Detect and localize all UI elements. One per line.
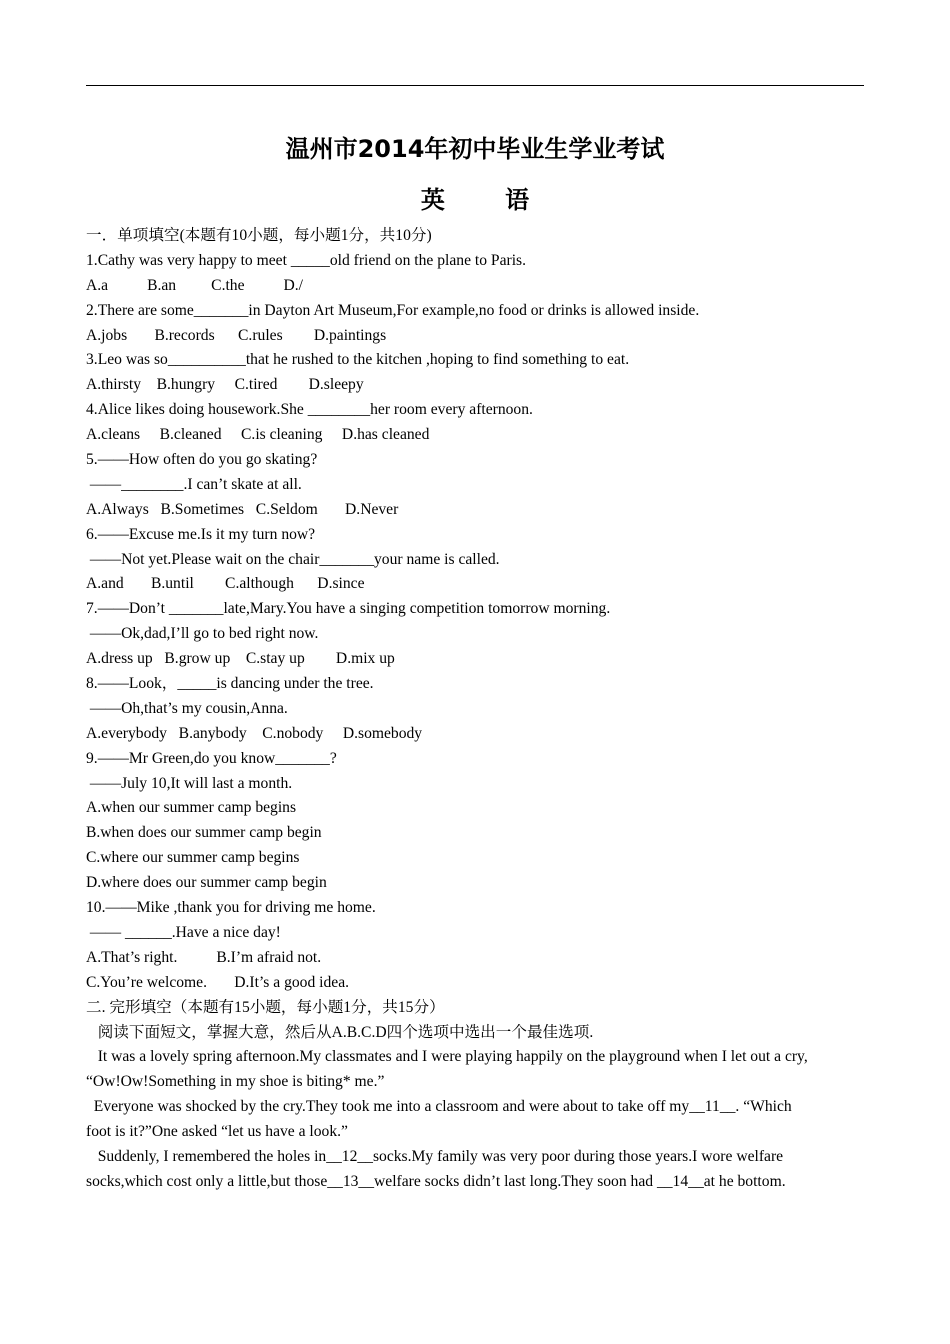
question-line: A.and B.until C.although D.since [86, 575, 365, 593]
page-title: 温州市2014年初中毕业生学业考试 [285, 135, 665, 163]
passage-line: It was a lovely spring afternoon.My classmates and I were playing happily on the playground when I let out a cry, [86, 1048, 808, 1066]
passage-line: Everyone was shocked by the cry.They took me into a classroom and were about to take off my__11__. “Which [86, 1098, 792, 1116]
cloze-passage [86, 1045, 864, 1194]
question-line: B.when does our summer camp begin [86, 824, 322, 842]
question-line: 1.Cathy was very happy to meet _____old friend on the plane to Paris. [86, 251, 526, 269]
question-line: ——July 10,It will last a month. [86, 774, 293, 792]
question-line: A.That’s right. B.I’m afraid not. [86, 948, 322, 966]
question-line: 9.——Mr Green,do you know_______? [86, 749, 337, 767]
question-line: C.You’re welcome. D.It’s a good idea. [86, 973, 350, 991]
question-line: A.thirsty B.hungry C.tired D.sleepy [86, 376, 364, 394]
question-line: 10.——Mike ,thank you for driving me home. [86, 899, 376, 917]
passage-paragraph [86, 1095, 864, 1145]
question-line: 3.Leo was so__________that he rushed to the kitchen ,hoping to find something to eat. [86, 351, 630, 369]
header-rule [86, 85, 864, 86]
section2-heading: 二. 完形填空（本题有15小题，每小题1分，共15分） [86, 998, 445, 1016]
question-line: A.jobs B.records C.rules D.paintings [86, 326, 387, 344]
question-line: ——Oh,that’s my cousin,Anna. [86, 699, 288, 717]
question-line: ——Ok,dad,I’ll go to bed right now. [86, 625, 319, 643]
passage-line: Suddenly, I remembered the holes in__12__socks.My family was very poor during those years.I wore welfare [86, 1147, 784, 1165]
subject-title: 英 语 [420, 186, 556, 214]
question-line: A.dress up B.grow up C.stay up D.mix up [86, 650, 395, 668]
question-line: ——Not yet.Please wait on the chair_______your name is called. [86, 550, 500, 568]
question-line: 2.There are some_______in Dayton Art Museum,For example,no food or drinks is allowed inside. [86, 301, 700, 319]
section1-heading: 一．单项填空(本题有10小题，每小题1分，共10分) [86, 227, 432, 244]
section1-questions [86, 249, 864, 996]
question-line: 8.——Look，_____is dancing under the tree. [86, 675, 374, 693]
question-line: A.Always B.Sometimes C.Seldom D.Never [86, 500, 399, 518]
passage-paragraph [86, 1145, 864, 1195]
question-line: A.a B.an C.the D./ [86, 276, 303, 294]
passage-line: foot is it?”One asked “let us have a look.” [86, 1123, 348, 1141]
section2-instruction: 阅读下面短文，掌握大意，然后从A.B.C.D四个选项中选出一个最佳选项. [86, 1023, 594, 1041]
question-line: A.everybody B.anybody C.nobody D.somebody [86, 724, 423, 742]
question-line: D.where does our summer camp begin [86, 874, 327, 892]
question-line: 5.——How often do you go skating? [86, 451, 318, 469]
passage-paragraph [86, 1045, 864, 1095]
passage-line: socks,which cost only a little,but those__13__welfare socks didn’t last long.They soon had __14__at he bottom. [86, 1172, 786, 1190]
question-line: 4.Alice likes doing housework.She ________her room every afternoon. [86, 401, 533, 419]
exam-content [86, 224, 864, 1195]
question-line: A.when our summer camp begins [86, 799, 297, 817]
question-line: C.where our summer camp begins [86, 849, 300, 867]
passage-line: “Ow!Ow!Something in my shoe is biting* me.” [86, 1073, 385, 1091]
question-line: ——________.I can’t skate at all. [86, 475, 302, 493]
question-line: 7.——Don’t _______late,Mary.You have a singing competition tomorrow morning. [86, 600, 611, 618]
question-line: —— ______.Have a nice day! [86, 923, 281, 941]
question-line: A.cleans B.cleaned C.is cleaning D.has cleaned [86, 426, 430, 444]
question-line: 6.——Excuse me.Is it my turn now? [86, 525, 316, 543]
